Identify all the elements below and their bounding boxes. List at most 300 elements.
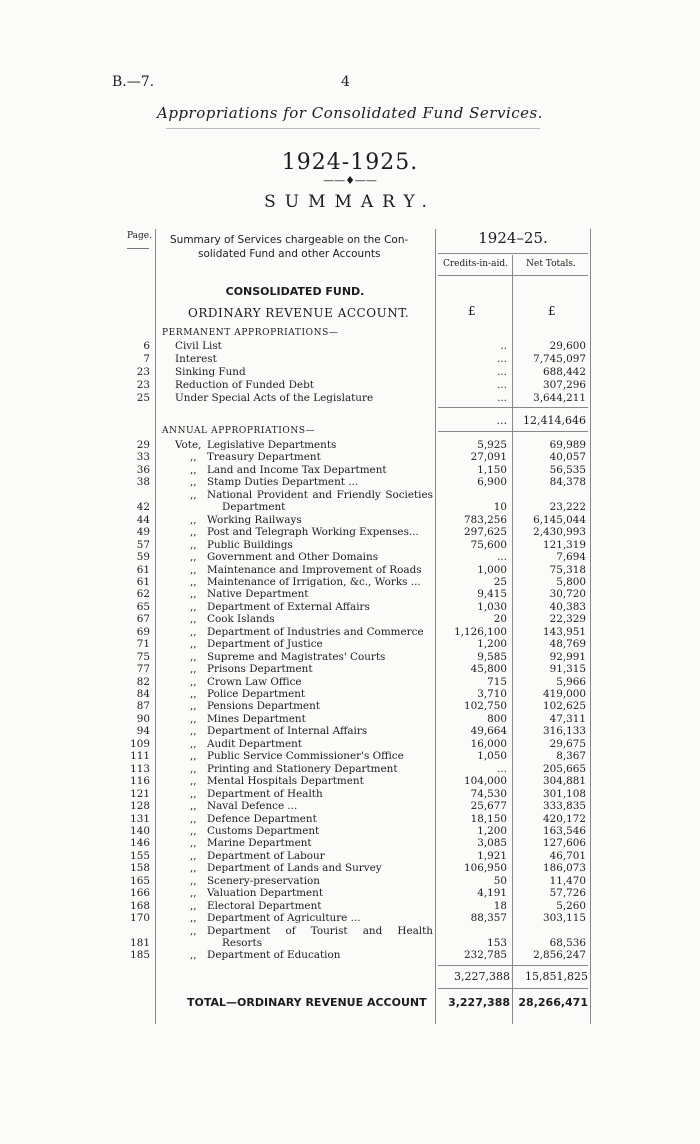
- row-label: Stamp Duties Department ...: [207, 476, 359, 489]
- table-row: [0, 800, 700, 812]
- row-net: 8,367: [556, 750, 586, 763]
- table-row: [0, 713, 700, 725]
- row-label: Crown Law Office: [207, 675, 302, 688]
- row-label: Treasury Department: [207, 451, 321, 464]
- table-row: [0, 564, 700, 576]
- table-row: [0, 750, 700, 762]
- row-net: 84,378: [549, 476, 586, 489]
- table-row: [0, 366, 700, 378]
- row-label: Mines Department: [207, 712, 306, 725]
- row-page: 185: [130, 949, 150, 962]
- row-credit: 1,000: [477, 563, 507, 576]
- ditto-mark: ,,: [190, 837, 197, 850]
- row-net: 420,172: [543, 812, 586, 825]
- row-page: 170: [130, 912, 150, 925]
- table-row: [0, 601, 700, 613]
- table-row: [0, 476, 700, 488]
- header-rule: [166, 128, 540, 129]
- table-row: [0, 949, 700, 961]
- row-net: 56,535: [549, 463, 586, 476]
- table-row: [0, 626, 700, 638]
- row-net: 40,057: [549, 451, 586, 464]
- row-credit: ...: [497, 379, 507, 391]
- row-credit: 102,750: [464, 700, 507, 713]
- row-page: 65: [136, 600, 150, 613]
- row-net: 5,800: [556, 575, 586, 588]
- year-header-rule: [438, 253, 588, 254]
- row-net: 121,319: [543, 538, 586, 551]
- row-credit: 1,126,100: [454, 625, 507, 638]
- row-label: Department of Education: [207, 949, 341, 962]
- table-row: [0, 850, 700, 862]
- row-credit: 45,800: [470, 663, 507, 676]
- row-credit: 106,950: [464, 862, 507, 875]
- row-credit: 800: [487, 712, 507, 725]
- row-net: 92,991: [549, 650, 586, 663]
- row-credit: 1,921: [477, 849, 507, 862]
- row-page: 71: [136, 638, 150, 651]
- ditto-mark: ,,: [190, 725, 197, 738]
- account-heading: ORDINARY REVENUE ACCOUNT.: [188, 306, 410, 320]
- row-net: 143,951: [543, 625, 586, 638]
- row-label: Department of Lands and Survey: [207, 862, 382, 875]
- row-credit: 4,191: [477, 887, 507, 900]
- row-net: 316,133: [543, 725, 586, 738]
- ditto-mark: ,,: [190, 887, 197, 900]
- row-page: 6: [143, 340, 150, 352]
- ditto-mark: ,,: [190, 551, 197, 564]
- row-credit: 1,050: [477, 750, 507, 763]
- total-net: 28,266,471: [518, 996, 588, 1009]
- row-net: 40,383: [549, 600, 586, 613]
- row-credit: 88,357: [470, 912, 507, 925]
- row-page: 44: [136, 513, 150, 526]
- table-row: [0, 526, 700, 538]
- row-net: 688,442: [543, 366, 586, 378]
- row-label-continued: Department: [222, 501, 286, 514]
- row-page: 84: [136, 688, 150, 700]
- row-label: Land and Income Tax Department: [207, 463, 387, 476]
- row-credit: 5,925: [477, 439, 507, 451]
- row-page: 82: [136, 675, 150, 688]
- row-credit: 3,710: [477, 688, 507, 700]
- row-label: Department of Industries and Commerce: [207, 625, 424, 638]
- ditto-mark: ,,: [190, 650, 197, 663]
- row-net: 5,966: [556, 675, 586, 688]
- fund-heading: CONSOLIDATED FUND.: [225, 285, 365, 298]
- permanent-heading: PERMANENT APPROPRIATIONS—: [162, 328, 339, 338]
- row-page: 59: [136, 551, 150, 564]
- row-net: 333,835: [543, 800, 586, 813]
- row-label: National Provident and Friendly Societies: [207, 488, 433, 501]
- row-net: 23,222: [549, 501, 586, 514]
- ditto-mark: ,,: [190, 688, 197, 700]
- row-net: 46,701: [549, 849, 586, 862]
- ditto-mark: ,,: [190, 750, 197, 763]
- row-page: 61: [136, 563, 150, 576]
- row-page: 121: [130, 787, 150, 800]
- row-credit: 20: [493, 613, 507, 626]
- row-net: 5,260: [556, 899, 586, 912]
- table-row: [0, 813, 700, 825]
- ditto-mark: ,,: [190, 849, 197, 862]
- row-label: Valuation Department: [207, 887, 324, 900]
- row-page: 69: [136, 625, 150, 638]
- row-net: 29,600: [549, 340, 586, 352]
- row-label: Scenery-preservation: [207, 874, 321, 887]
- row-page: 166: [130, 887, 150, 900]
- table-row: [0, 551, 700, 563]
- table-row: [0, 738, 700, 750]
- row-label: Supreme and Magistrates' Courts: [207, 650, 386, 663]
- row-credit: 232,785: [464, 949, 507, 962]
- row-credit: 783,256: [464, 513, 507, 526]
- row-page: 67: [136, 613, 150, 626]
- row-credit: ...: [497, 353, 507, 365]
- ditto-mark: ,,: [190, 912, 197, 925]
- ditto-mark: ,,: [190, 600, 197, 613]
- ditto-mark: ,,: [190, 463, 197, 476]
- ditto-mark: ,,: [190, 563, 197, 576]
- table-row: [0, 514, 700, 526]
- net-currency: £: [548, 304, 556, 318]
- row-label: Customs Department: [207, 824, 320, 837]
- row-page: 165: [130, 874, 150, 887]
- row-credit: ...: [497, 392, 507, 404]
- row-credit: ..: [500, 340, 507, 352]
- table-row: [0, 501, 700, 513]
- ditto-mark: ,,: [190, 874, 197, 887]
- row-net: 304,881: [543, 775, 586, 788]
- row-label: Naval Defence ...: [207, 800, 298, 813]
- row-credit: 50: [493, 874, 507, 887]
- row-net: 127,606: [543, 837, 586, 850]
- total-credit: 3,227,388: [448, 996, 510, 1009]
- ditto-mark: ,,: [190, 812, 197, 825]
- row-net: 69,989: [549, 439, 586, 451]
- row-label: Cook Islands: [207, 613, 275, 626]
- row-label: Prisons Department: [207, 663, 313, 676]
- page-column-header: Page.: [127, 231, 152, 241]
- row-credit: 153: [487, 937, 507, 949]
- row-credit: 10: [493, 501, 507, 514]
- row-net: 186,073: [543, 862, 586, 875]
- permanent-subtotal-net: 12,414,646: [523, 414, 586, 427]
- row-credit: 74,530: [470, 787, 507, 800]
- row-credit: 25,677: [470, 800, 507, 813]
- row-page: 158: [130, 862, 150, 875]
- row-label: Department of Agriculture ...: [207, 912, 361, 925]
- row-label: Maintenance of Irrigation, &c., Works ...: [207, 575, 421, 588]
- ditto-mark: ,,: [190, 526, 197, 539]
- vote-prefix: Vote,: [175, 439, 202, 451]
- row-label: Civil List: [175, 340, 222, 352]
- row-page: 38: [136, 476, 150, 489]
- total-rule: [438, 988, 588, 989]
- row-label: Department of External Affairs: [207, 600, 370, 613]
- table-row: [0, 613, 700, 625]
- row-page: 62: [136, 588, 150, 601]
- table-row: [0, 379, 700, 391]
- row-page: 33: [136, 451, 150, 464]
- row-page: 181: [130, 937, 150, 949]
- ditto-mark: ,,: [190, 762, 197, 775]
- year-heading: 1924-1925.: [281, 150, 419, 175]
- table-row: [0, 651, 700, 663]
- column-header-rule: [438, 275, 588, 276]
- row-page: 57: [136, 538, 150, 551]
- table-row: [0, 900, 700, 912]
- row-label: Working Railways: [207, 513, 302, 526]
- row-net: 301,108: [543, 787, 586, 800]
- row-label: Audit Department: [207, 737, 302, 750]
- row-label: Sinking Fund: [175, 366, 246, 378]
- credits-currency: £: [468, 304, 476, 318]
- row-credit: 104,000: [464, 775, 507, 788]
- row-label: Legislative Departments: [207, 439, 337, 451]
- row-label: Mental Hospitals Department: [207, 775, 364, 788]
- row-label: Post and Telegraph Working Expenses...: [207, 526, 419, 539]
- ditto-mark: ,,: [190, 488, 197, 501]
- table-row: [0, 451, 700, 463]
- row-net: 7,694: [556, 551, 586, 564]
- ditto-mark: ,,: [190, 588, 197, 601]
- table-row: [0, 340, 700, 352]
- row-label: Maintenance and Improvement of Roads: [207, 563, 422, 576]
- total-label: TOTAL—ORDINARY REVENUE ACCOUNT: [187, 996, 427, 1009]
- row-net: 163,546: [543, 824, 586, 837]
- ditto-mark: ,,: [190, 924, 197, 937]
- net-column-header: Net Totals.: [526, 259, 576, 269]
- row-page: 29: [136, 439, 150, 451]
- ditto-mark: ,,: [190, 949, 197, 962]
- table-row: [0, 588, 700, 600]
- row-label: Public Service Commissioner's Office: [207, 750, 404, 763]
- table-row: [0, 353, 700, 365]
- row-net: 419,000: [543, 688, 586, 700]
- row-page: 128: [130, 800, 150, 813]
- row-label: Interest: [175, 353, 217, 365]
- row-credit: 6,900: [477, 476, 507, 489]
- row-net: 68,536: [549, 937, 586, 949]
- row-label: Department of Justice: [207, 638, 323, 651]
- row-label: Defence Department: [207, 812, 317, 825]
- row-label: Native Department: [207, 588, 309, 601]
- row-page: 90: [136, 712, 150, 725]
- row-credit: ...: [497, 551, 507, 564]
- row-credit: 1,200: [477, 824, 507, 837]
- table-row: [0, 925, 700, 937]
- ditto-mark: ,,: [190, 675, 197, 688]
- row-label: Department of Labour: [207, 849, 325, 862]
- row-credit: 715: [487, 675, 507, 688]
- row-label: Under Special Acts of the Legislature: [175, 392, 374, 404]
- table-row: [0, 638, 700, 650]
- row-credit: 25: [493, 575, 507, 588]
- row-credit: 16,000: [470, 737, 507, 750]
- row-credit: 18: [493, 899, 507, 912]
- table-row: [0, 464, 700, 476]
- row-net: 205,665: [543, 762, 586, 775]
- row-net: 48,769: [549, 638, 586, 651]
- ditto-mark: ,,: [190, 613, 197, 626]
- row-net: 11,470: [549, 874, 586, 887]
- ditto-mark: ,,: [190, 800, 197, 813]
- permanent-subtotal-credit: ...: [496, 414, 507, 427]
- row-net: 29,675: [549, 737, 586, 750]
- document-reference: B.—7.: [112, 74, 155, 90]
- ditto-mark: ,,: [190, 638, 197, 651]
- row-net: 2,856,247: [533, 949, 586, 962]
- row-label: Electoral Department: [207, 899, 322, 912]
- row-page: 87: [136, 700, 150, 713]
- ditto-mark: ,,: [190, 775, 197, 788]
- table-row: [0, 676, 700, 688]
- row-page: 75: [136, 650, 150, 663]
- ditto-mark: ,,: [190, 824, 197, 837]
- table-row: [0, 862, 700, 874]
- row-credit: ...: [497, 762, 507, 775]
- year-column-header: 1924–25.: [478, 229, 548, 247]
- table-row: [0, 875, 700, 887]
- ditto-mark: ,,: [190, 625, 197, 638]
- description-header-line2: solidated Fund and other Accounts: [198, 248, 381, 260]
- table-row: [0, 825, 700, 837]
- row-credit: 3,085: [477, 837, 507, 850]
- row-page: 42: [136, 501, 150, 514]
- row-label: Department of Tourist and Health: [207, 924, 433, 937]
- table-row: [0, 788, 700, 800]
- ditto-mark: ,,: [190, 712, 197, 725]
- ditto-mark: ,,: [190, 663, 197, 676]
- ornament: ——♦——: [323, 174, 377, 187]
- row-label: Government and Other Domains: [207, 551, 379, 564]
- table-row: [0, 576, 700, 588]
- row-page: 109: [130, 737, 150, 750]
- row-page: 36: [136, 463, 150, 476]
- page-header-underline: [127, 248, 149, 249]
- row-label-continued: Resorts: [222, 937, 263, 949]
- row-credit: 75,600: [470, 538, 507, 551]
- row-credit: 9,415: [477, 588, 507, 601]
- row-net: 307,296: [543, 379, 586, 391]
- permanent-subtotal-rule: [438, 407, 588, 408]
- ditto-mark: ,,: [190, 700, 197, 713]
- ditto-mark: ,,: [190, 787, 197, 800]
- row-net: 7,745,097: [533, 353, 586, 365]
- table-row: [0, 489, 700, 501]
- table-row: [0, 439, 700, 451]
- row-page: 131: [130, 812, 150, 825]
- table-row: [0, 887, 700, 899]
- description-header: [170, 233, 430, 261]
- row-credit: 1,200: [477, 638, 507, 651]
- row-net: 303,115: [543, 912, 586, 925]
- row-page: 116: [130, 775, 150, 788]
- row-page: 49: [136, 526, 150, 539]
- row-net: 91,315: [549, 663, 586, 676]
- ditto-mark: ,,: [190, 476, 197, 489]
- row-net: 102,625: [543, 700, 586, 713]
- row-label: Department of Internal Affairs: [207, 725, 368, 738]
- table-row: [0, 763, 700, 775]
- ditto-mark: ,,: [190, 737, 197, 750]
- row-page: 146: [130, 837, 150, 850]
- page-number: 4: [341, 74, 350, 90]
- row-page: 61: [136, 575, 150, 588]
- page-title: Appropriations for Consolidated Fund Services.: [156, 104, 543, 122]
- ditto-mark: ,,: [190, 899, 197, 912]
- row-credit: 27,091: [470, 451, 507, 464]
- row-label: Printing and Stationery Department: [207, 762, 398, 775]
- row-page: 23: [136, 379, 150, 391]
- row-page: 23: [136, 366, 150, 378]
- annual-subtotal-credit: 3,227,388: [454, 970, 510, 983]
- ditto-mark: ,,: [190, 862, 197, 875]
- table-row: [0, 688, 700, 700]
- ditto-mark: ,,: [190, 575, 197, 588]
- row-net: 75,318: [549, 563, 586, 576]
- row-net: 22,329: [549, 613, 586, 626]
- row-net: 47,311: [549, 712, 586, 725]
- row-page: 25: [136, 392, 150, 404]
- ditto-mark: ,,: [190, 513, 197, 526]
- ditto-mark: ,,: [190, 451, 197, 464]
- table-row: [0, 392, 700, 404]
- ditto-mark: ,,: [190, 538, 197, 551]
- row-net: 30,720: [549, 588, 586, 601]
- row-page: 111: [130, 750, 150, 763]
- table-row: [0, 700, 700, 712]
- row-label: Department of Health: [207, 787, 323, 800]
- row-credit: 49,664: [470, 725, 507, 738]
- row-credit: 18,150: [470, 812, 507, 825]
- table-row: [0, 725, 700, 737]
- permanent-subtotal-rule-lower: [438, 431, 588, 432]
- row-credit: 297,625: [464, 526, 507, 539]
- annual-heading: ANNUAL APPROPRIATIONS—: [162, 426, 316, 436]
- row-page: 77: [136, 663, 150, 676]
- row-credit: 1,150: [477, 463, 507, 476]
- row-page: 140: [130, 824, 150, 837]
- row-label: Reduction of Funded Debt: [175, 379, 314, 391]
- table-row: [0, 775, 700, 787]
- row-credit: ...: [497, 366, 507, 378]
- row-net: 57,726: [549, 887, 586, 900]
- row-label: Marine Department: [207, 837, 312, 850]
- table-row: [0, 837, 700, 849]
- table-row: [0, 912, 700, 924]
- row-net: 6,145,044: [533, 513, 586, 526]
- row-net: 2,430,993: [533, 526, 586, 539]
- row-credit: 1,030: [477, 600, 507, 613]
- table-row: [0, 663, 700, 675]
- description-header-line1: Summary of Services chargeable on the Con-: [170, 234, 409, 246]
- row-page: 168: [130, 899, 150, 912]
- row-credit: 9,585: [477, 650, 507, 663]
- row-label: Public Buildings: [207, 538, 293, 551]
- row-label: Police Department: [207, 688, 306, 700]
- annual-subtotal-rule: [438, 965, 588, 966]
- row-page: 155: [130, 849, 150, 862]
- summary-heading: SUMMARY.: [264, 192, 436, 212]
- annual-subtotal-net: 15,851,825: [525, 970, 588, 983]
- row-page: 113: [130, 762, 150, 775]
- row-label: Pensions Department: [207, 700, 320, 713]
- table-row: [0, 539, 700, 551]
- credits-column-header: Credits-in-aid.: [442, 259, 508, 269]
- row-net: 3,644,211: [533, 392, 586, 404]
